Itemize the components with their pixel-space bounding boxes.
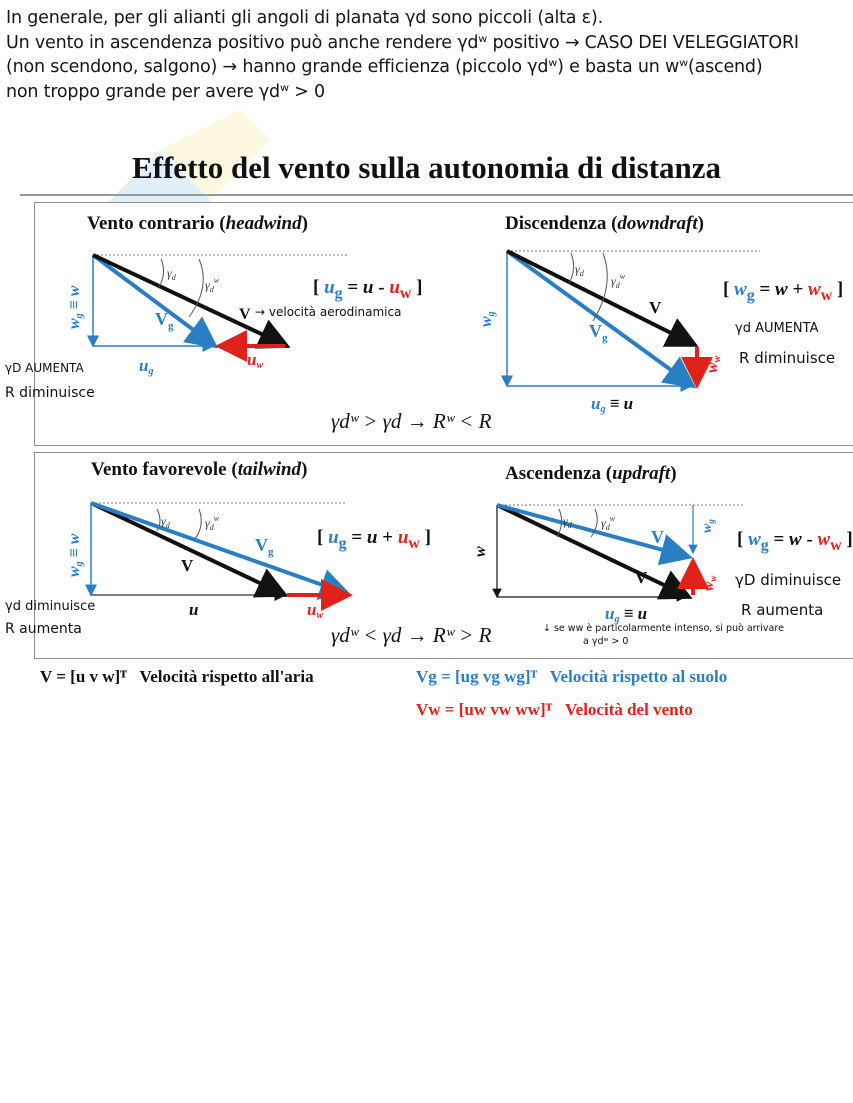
handwritten-notes: [6, 6, 851, 104]
headwind-diagram: [35, 203, 455, 443]
legend-ground-symbol: Vg = [ug vg wg]ᵀ: [416, 667, 538, 686]
downdraft-title: Discendenza (downdraft): [505, 213, 704, 234]
note-range-increases-updraft: R aumenta: [741, 601, 824, 619]
note-aerodynamic-velocity: → velocità aerodinamica: [255, 305, 402, 319]
legend-wind-velocity: [416, 700, 693, 720]
tailwind-title: Vento favorevole (tailwind): [91, 459, 308, 480]
downdraft-formula: [ $w_g = w + w_w$ ]: [723, 279, 844, 304]
svg-text:γd: $\gamma_d$: [575, 262, 584, 278]
svg-text:wg: wg: [478, 311, 497, 327]
note-gamma-increases-downdraft: γd AUMENTA: [735, 321, 819, 336]
angle-gamma-d: $\gamma_d$: [167, 266, 176, 282]
title-divider: [20, 194, 853, 196]
svg-text:uw: uw: [307, 600, 324, 621]
svg-text:V: V: [649, 298, 662, 317]
note-gamma-positive: a γdʷ > 0: [583, 636, 629, 647]
note-line-1: In generale, per gli alianti gli angoli di planata γd sono piccoli (alta ε).: [6, 8, 603, 28]
legend-air-symbol: V = [u v w]ᵀ: [40, 667, 127, 686]
svg-text:γdw: $\gamma_d^w$: [611, 272, 626, 290]
note-gamma-decreases: γd diminuisce: [5, 599, 96, 614]
svg-text:ug: ug: [139, 356, 154, 377]
note-gamma-increases: γD AUMENTA: [5, 361, 84, 375]
tailwind-formula: [ $u_g = u + u_w$ ]: [317, 527, 431, 552]
svg-text:γd: $\gamma_d$: [563, 514, 572, 530]
svg-text:Vg: $V_g$: [651, 527, 670, 550]
headwind-formula: [ $u_g = u - u_w$ ]: [313, 277, 423, 302]
note-line-2: Un vento in ascendenza positivo può anche rendere γdʷ positivo → CASO DEI VELEGGIATORI: [6, 32, 799, 53]
svg-text:ww: ww: [704, 355, 723, 373]
svg-text:V: V: [239, 306, 251, 323]
slide-title: Effetto del vento sulla autonomia di distanza: [131, 150, 722, 185]
legend-ground-label: Velocità rispetto al suolo: [549, 667, 728, 686]
note-line-3: (non scendono, salgono) → hanno grande efficienza (piccolo γdʷ) e basta un wʷ(ascend): [6, 57, 763, 77]
svg-text:V: V: [635, 568, 648, 587]
svg-text:u: u: [189, 600, 199, 619]
panel-top: [5, 202, 853, 446]
svg-text:ug ≡ u: ug ≡ u: [605, 604, 648, 625]
legend-air-label: Velocità rispetto all'aria: [139, 667, 314, 686]
svg-text:uw: uw: [247, 350, 264, 371]
legend-air-velocity: [40, 667, 314, 687]
note-gamma-decreases-updraft: γD diminuisce: [735, 571, 842, 589]
svg-text:w: w: [472, 546, 489, 557]
relation-top: γdʷ > γd → Rʷ < R: [331, 409, 492, 433]
legend-wind-label: Velocità del vento: [564, 700, 693, 719]
svg-text:Vg: $V_g$: [589, 321, 608, 344]
svg-text:Vg: $V_g$: [255, 535, 274, 558]
svg-text:ug ≡ u: ug ≡ u: [591, 394, 634, 415]
svg-text:γd: $\gamma_d$: [161, 514, 170, 530]
svg-text:V: V: [181, 556, 194, 575]
relation-bottom: γdʷ < γd → Rʷ > R: [331, 623, 492, 647]
updraft-formula: [ $w_g = w - w_w$ ]: [737, 529, 853, 554]
note-range-increases: R aumenta: [5, 621, 82, 637]
legend-ground-velocity: [416, 667, 727, 687]
headwind-title: Vento contrario (headwind): [87, 213, 308, 234]
note-range-decreases: R diminuisce: [5, 385, 95, 401]
svg-text:γdw: $\gamma_d^w$: [205, 514, 220, 532]
svg-text:wg ≡ w: wg ≡ w: [66, 533, 85, 577]
legend-wind-symbol: Vw = [uw vw ww]ᵀ: [416, 700, 553, 719]
svg-text:Vg: $V_g$: [155, 309, 174, 332]
svg-text:wg: $w_g$: [700, 519, 716, 533]
note-range-decreases-downdraft: R diminuisce: [739, 349, 836, 367]
updraft-title: Ascendenza (updraft): [505, 463, 677, 484]
note-intense-updraft: ↓ se ww è particolarmente intenso, si può arrivare: [543, 623, 784, 634]
panel-bottom: [5, 452, 853, 659]
note-line-4: non troppo grande per avere γdʷ > 0: [6, 81, 325, 102]
svg-text:wg ≡ w: wg ≡ w: [66, 285, 85, 329]
svg-text:γdw: $\gamma_d^w$: [601, 514, 616, 532]
svg-text:ww: $w_w$: [702, 575, 718, 591]
angle-gamma-d-w: $\gamma_d^w$: [205, 276, 220, 294]
